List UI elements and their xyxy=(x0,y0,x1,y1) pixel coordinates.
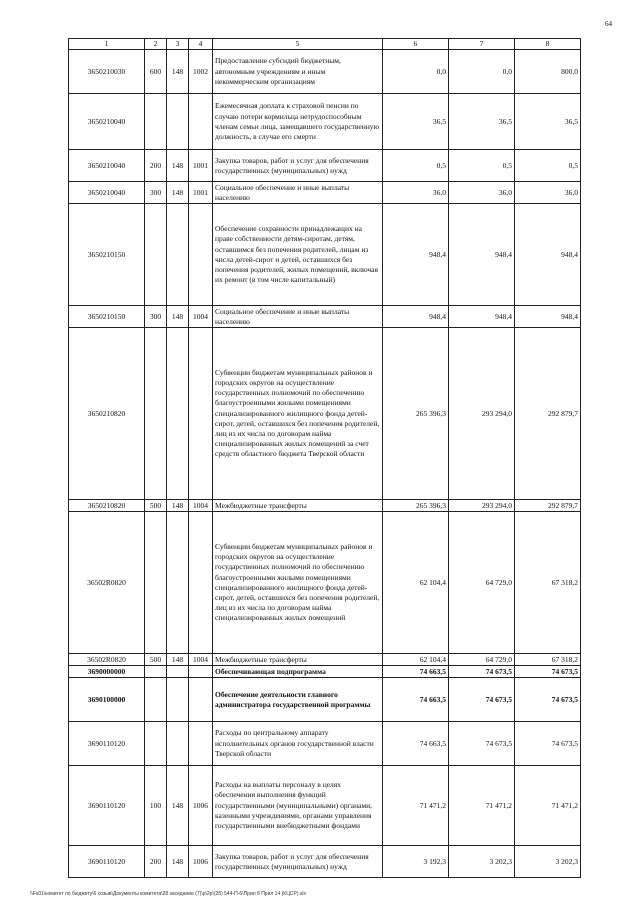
code-cell: 3690110120 xyxy=(69,766,145,846)
value-year3-cell: 74 673,5 xyxy=(515,678,581,722)
section-cell xyxy=(189,666,213,678)
admin-code-cell xyxy=(167,666,189,678)
table-row xyxy=(69,182,581,204)
value-year1-cell: 265 396,3 xyxy=(383,500,449,512)
table-row xyxy=(69,654,581,666)
value-year2-cell: 948,4 xyxy=(449,204,515,306)
expense-type-cell: 100 xyxy=(145,766,167,846)
table-row xyxy=(69,678,581,722)
section-cell xyxy=(189,512,213,654)
section-cell: 1006 xyxy=(189,766,213,846)
value-year1-cell: 62 104,4 xyxy=(383,654,449,666)
expense-type-cell: 200 xyxy=(145,150,167,182)
code-cell: 3690000000 xyxy=(69,666,145,678)
value-year2-cell: 948,4 xyxy=(449,306,515,328)
table-row xyxy=(69,204,581,306)
value-year2-cell: 36,5 xyxy=(449,94,515,150)
header-cell: 6 xyxy=(383,39,449,50)
table-row xyxy=(69,150,581,182)
description-cell: Обеспечение деятельности главного администратора государственной программы xyxy=(213,678,383,722)
code-cell: 36502R0820 xyxy=(69,512,145,654)
description-cell: Расходы на выплаты персоналу в целях обеспечения выполнения функций государственными (муниципальными) органами, казенными учреждениями, органами управления государственными внебюджетными фондами xyxy=(213,766,383,846)
description-cell: Предоставление субсидий бюджетным, автономным учреждениям и иным некоммерческим организациям xyxy=(213,50,383,94)
expense-type-cell xyxy=(145,328,167,500)
expense-type-cell: 600 xyxy=(145,50,167,94)
description-cell: Расходы по центральному аппарату исполнительных органов государственной власти Тверской области xyxy=(213,722,383,766)
value-year1-cell: 36,5 xyxy=(383,94,449,150)
description-cell: Закупка товаров, работ и услуг для обеспечения государственных (муниципальных) нужд xyxy=(213,150,383,182)
table-row xyxy=(69,512,581,654)
header-cell: 7 xyxy=(449,39,515,50)
value-year3-cell: 292 879,7 xyxy=(515,500,581,512)
value-year2-cell: 74 673,5 xyxy=(449,722,515,766)
admin-code-cell: 148 xyxy=(167,50,189,94)
admin-code-cell xyxy=(167,512,189,654)
value-year2-cell: 74 673,5 xyxy=(449,678,515,722)
expense-type-cell: 300 xyxy=(145,182,167,204)
expense-type-cell xyxy=(145,666,167,678)
value-year2-cell: 293 294,0 xyxy=(449,328,515,500)
value-year2-cell: 74 673,5 xyxy=(449,666,515,678)
admin-code-cell: 148 xyxy=(167,846,189,878)
value-year1-cell: 0,0 xyxy=(383,50,449,94)
description-cell: Обеспечение сохранности принадлежащих на праве собственности детям-сиротам, детям, оставшимся без попечения родителей, лицам из числа детей-сирот и детей, оставшихся без попечения родителей, жилых помещений, включая их ремонт (в том числе капитальный) xyxy=(213,204,383,306)
section-cell: 1002 xyxy=(189,50,213,94)
admin-code-cell xyxy=(167,722,189,766)
value-year1-cell: 0,5 xyxy=(383,150,449,182)
description-cell: Закупка товаров, работ и услуг для обеспечения государственных (муниципальных) нужд xyxy=(213,846,383,878)
admin-code-cell xyxy=(167,328,189,500)
expense-type-cell xyxy=(145,722,167,766)
value-year3-cell: 36,0 xyxy=(515,182,581,204)
section-cell: 1004 xyxy=(189,306,213,328)
value-year3-cell: 71 471,2 xyxy=(515,766,581,846)
value-year3-cell: 948,4 xyxy=(515,204,581,306)
value-year1-cell: 948,4 xyxy=(383,306,449,328)
code-cell: 3650210040 xyxy=(69,182,145,204)
value-year1-cell: 74 663,5 xyxy=(383,678,449,722)
value-year3-cell: 800,0 xyxy=(515,50,581,94)
section-cell xyxy=(189,678,213,722)
admin-code-cell: 148 xyxy=(167,654,189,666)
description-cell: Социальное обеспечение и иные выплаты населению xyxy=(213,182,383,204)
table-row xyxy=(69,846,581,878)
section-cell: 1001 xyxy=(189,182,213,204)
table-row xyxy=(69,766,581,846)
expense-type-cell xyxy=(145,94,167,150)
code-cell: 3650210150 xyxy=(69,204,145,306)
table-row xyxy=(69,666,581,678)
table-row xyxy=(69,94,581,150)
value-year1-cell: 62 104,4 xyxy=(383,512,449,654)
code-cell: 3650210040 xyxy=(69,150,145,182)
header-cell: 4 xyxy=(189,39,213,50)
value-year3-cell: 36,5 xyxy=(515,94,581,150)
description-cell: Субвенции бюджетам муниципальных районов и городских округов на осуществление государственных полномочий по обеспечению благоустроенными жилыми помещениями специализированного жилищного фонда детей-сирот, детей, оставшихся без попечения родителей, лиц из их числа по договорам найма специализированных жилых помещений за счет средств областного бюджета Тверской области xyxy=(213,328,383,500)
value-year1-cell: 74 663,5 xyxy=(383,666,449,678)
header-cell: 8 xyxy=(515,39,581,50)
table-row xyxy=(69,50,581,94)
code-cell: 3650210820 xyxy=(69,500,145,512)
value-year2-cell: 64 729,0 xyxy=(449,512,515,654)
header-cell: 5 xyxy=(213,39,383,50)
admin-code-cell: 148 xyxy=(167,182,189,204)
section-cell xyxy=(189,204,213,306)
code-cell: 3650210030 xyxy=(69,50,145,94)
page-number: 64 xyxy=(605,20,612,28)
value-year1-cell: 71 471,2 xyxy=(383,766,449,846)
code-cell: 3650210820 xyxy=(69,328,145,500)
admin-code-cell xyxy=(167,94,189,150)
value-year2-cell: 36,0 xyxy=(449,182,515,204)
section-cell: 1004 xyxy=(189,500,213,512)
section-cell: 1001 xyxy=(189,150,213,182)
value-year2-cell: 3 202,3 xyxy=(449,846,515,878)
description-cell: Межбюджетные трансферты xyxy=(213,654,383,666)
code-cell: 3690110120 xyxy=(69,846,145,878)
expense-type-cell xyxy=(145,512,167,654)
header-cell: 2 xyxy=(145,39,167,50)
value-year3-cell: 948,4 xyxy=(515,306,581,328)
value-year2-cell: 0,0 xyxy=(449,50,515,94)
code-cell: 3690100000 xyxy=(69,678,145,722)
description-cell: Ежемесячная доплата к страховой пенсии по случаю потери кормильца нетрудоспособным членам семьи лица, замещавшего государственную должность, в случае его смерти xyxy=(213,94,383,150)
value-year1-cell: 74 663,5 xyxy=(383,722,449,766)
value-year2-cell: 64 729,0 xyxy=(449,654,515,666)
description-cell: Социальное обеспечение и иные выплаты населению xyxy=(213,306,383,328)
expense-type-cell xyxy=(145,678,167,722)
value-year1-cell: 948,4 xyxy=(383,204,449,306)
header-cell: 3 xyxy=(167,39,189,50)
section-cell xyxy=(189,722,213,766)
value-year2-cell: 71 471,2 xyxy=(449,766,515,846)
description-cell: Межбюджетные трансферты xyxy=(213,500,383,512)
table-row xyxy=(69,500,581,512)
code-cell: 36502R0820 xyxy=(69,654,145,666)
section-cell: 1004 xyxy=(189,654,213,666)
value-year3-cell: 67 318,2 xyxy=(515,512,581,654)
expense-type-cell: 300 xyxy=(145,306,167,328)
expense-type-cell: 500 xyxy=(145,654,167,666)
admin-code-cell: 148 xyxy=(167,306,189,328)
expense-type-cell: 500 xyxy=(145,500,167,512)
value-year3-cell: 74 673,5 xyxy=(515,666,581,678)
admin-code-cell: 148 xyxy=(167,766,189,846)
value-year2-cell: 0,5 xyxy=(449,150,515,182)
code-cell: 3650210150 xyxy=(69,306,145,328)
value-year2-cell: 293 294,0 xyxy=(449,500,515,512)
value-year1-cell: 36,0 xyxy=(383,182,449,204)
header-cell: 1 xyxy=(69,39,145,50)
value-year1-cell: 265 396,3 xyxy=(383,328,449,500)
table-row xyxy=(69,328,581,500)
expense-type-cell: 200 xyxy=(145,846,167,878)
value-year3-cell: 0,5 xyxy=(515,150,581,182)
budget-table xyxy=(68,38,581,878)
section-cell xyxy=(189,328,213,500)
value-year3-cell: 3 202,3 xyxy=(515,846,581,878)
value-year3-cell: 74 673,5 xyxy=(515,722,581,766)
section-cell xyxy=(189,94,213,150)
admin-code-cell xyxy=(167,678,189,722)
header-row xyxy=(69,39,581,50)
section-cell: 1006 xyxy=(189,846,213,878)
admin-code-cell xyxy=(167,204,189,306)
value-year3-cell: 292 879,7 xyxy=(515,328,581,500)
description-cell: Субвенции бюджетам муниципальных районов и городских округов на осуществление государственных полномочий по обеспечению благоустроенными жилыми помещениями специализированного жилищного фонда детей-сирот, детей, оставшихся без попечения родителей, лиц из их числа по договорам найма специализированных жилых помещений xyxy=(213,512,383,654)
description-cell: Обеспечивающая подпрограмма xyxy=(213,666,383,678)
code-cell: 3650210040 xyxy=(69,94,145,150)
value-year3-cell: 67 318,2 xyxy=(515,654,581,666)
table-row xyxy=(69,306,581,328)
admin-code-cell: 148 xyxy=(167,500,189,512)
value-year1-cell: 3 192,3 xyxy=(383,846,449,878)
code-cell: 3690110120 xyxy=(69,722,145,766)
table-row xyxy=(69,722,581,766)
expense-type-cell xyxy=(145,204,167,306)
file-path-footer: \\Fs01\комитет по бюджету\6 созыв\Документы комитета\28 заседание (7)\р\2р\(28) 544-П-6\Прил 8 Прил 14 (КЦСР).xls xyxy=(30,891,307,897)
admin-code-cell: 148 xyxy=(167,150,189,182)
